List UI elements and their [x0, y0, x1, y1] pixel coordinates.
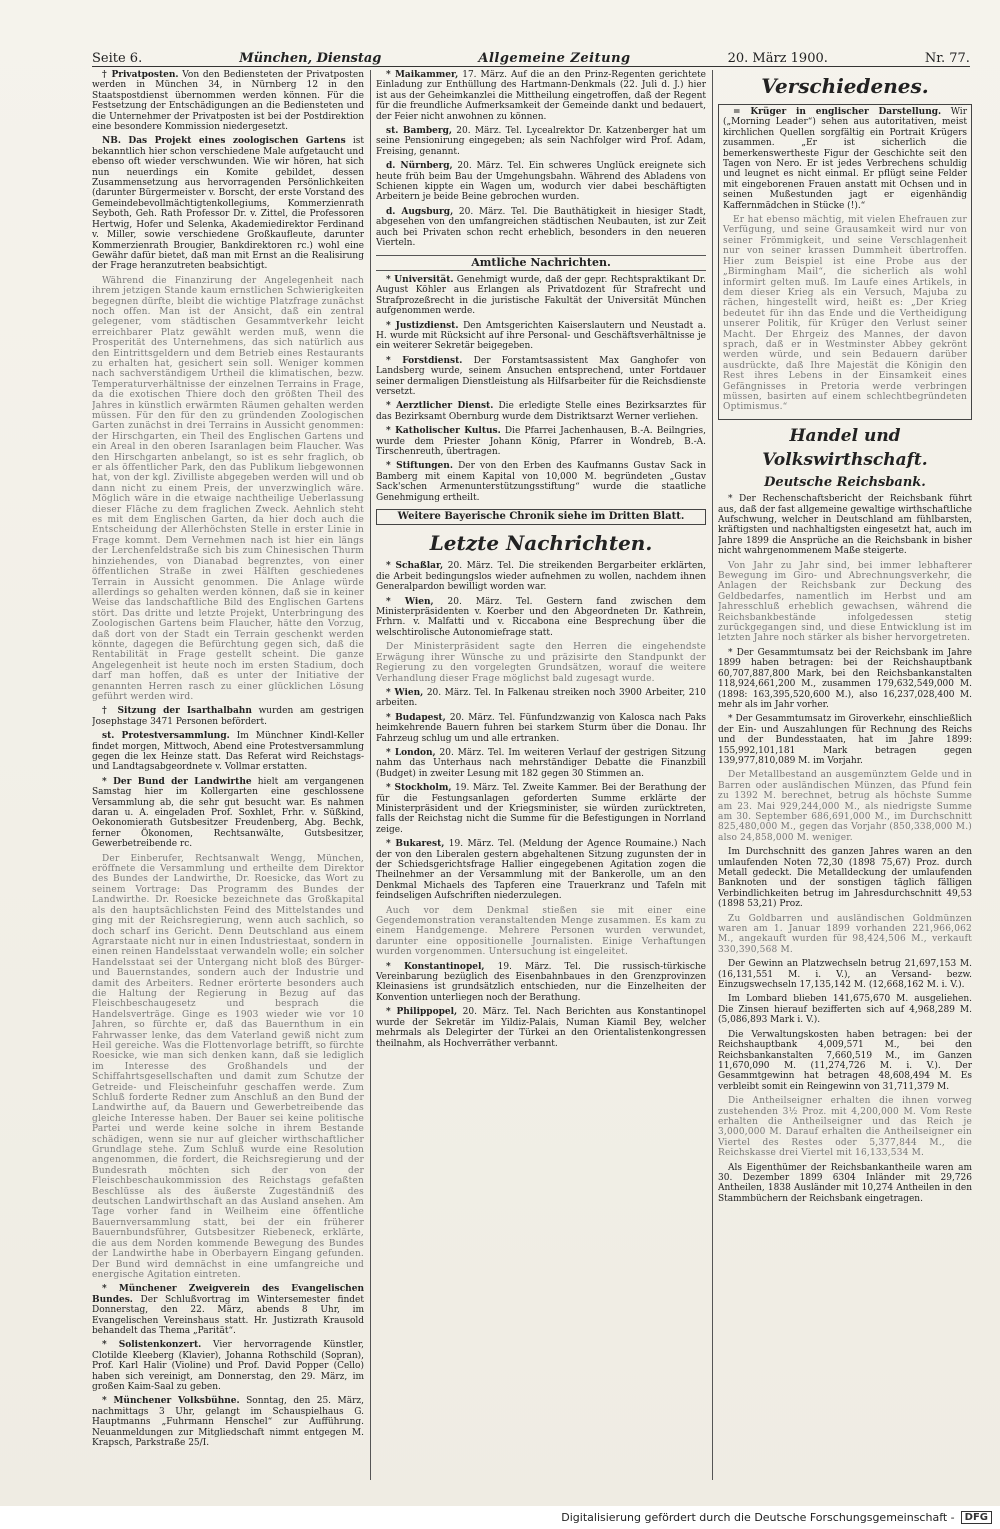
framed-article	[718, 104, 972, 420]
article: Im Durchschnitt des ganzen Jahres waren an den umlaufenden Noten 72,30 (1898 75,67) Proz. durch Metall gedeckt. Die Metalldeckung der umlaufenden Banknoten und der sonstigen täglich fälligen Verbindlichkeiten betrug im Jahresdurchschnitt 49,53 (1898 53,21) Proz.	[718, 847, 972, 910]
article: * Der Gesammtumsatz bei der Reichsbank im Jahre 1899 haben betragen: bei der Reichshauptbank 60,707,887,800 Mark, bei den Reichsbankanstalten 118,924,661,200 M., zusammen 179,632,549,000 M. (1898: 163,395,520,600 M.), also 16,237,028,400 M. mehr als im Jahr vorher.	[718, 647, 972, 710]
column-rule	[370, 70, 371, 1480]
illegible-text: Der Metallbestand an ausgemünztem Gelde und in Barren oder ausländischen Münzen, das Pfund fein zu 1392 M. berechnet, betrug als höchste Summe am 23. Mai 929,244,000 M., als niedrigste Summe am 30. September 686,691,000 M., im Durchschnitt 825,480,000 M., gegen das Vorjahr (850,338,000 M.) also 24,858,000 M. weniger.	[718, 770, 972, 843]
article: * Bukarest, 19. März. Tel. (Meldung der Agence Roumaine.) Nach der von den Liberalen gestern abgehaltenen Sitzung zugunsten der in der Schiedsgerichtsfrage Hallier eingegebenen Agitation zogen die Theilnehmer an der Versammlung mit der Bankerolle, um an den Denkmal Michaels des Tapferen eine Trauerkranz und Tafeln mit feindseligen Aufschriften niederzulegen.	[376, 839, 706, 902]
digitization-footer	[0, 1506, 1000, 1529]
columns	[92, 70, 972, 1480]
section-heading-official: Amtliche Nachrichten.	[376, 255, 706, 271]
column-left	[92, 70, 364, 1480]
article: NB. Das Projekt eines zoologischen Gartens ist bekanntlich hier schon verschiedene Male aufgetaucht und ebenso oft wieder verschwunden. Wie wir hören, hat sich nun neuerdings ein Komite gebildet, dessen Zusammensetzung aus hervorragenden Persönlichkeiten (darunter Bürgermeister v. Borscht, der erste Vorstand des Gemeindebevollmächtigtenkollegiums, Kommerzienrath Seyboth, Geh. Rath Professor Dr. v. Zittel, die Professoren Hertwig, Hofer und Selenka, Akademiedirektor Ferdinand v. Miller, sowie verschiedene Großkaufleute, darunter Kommerzienrath Brougier, Bankdirektoren rc.) wohl eine Gewähr dafür bietet, daß man mit Ernst an die Realisirung der Frage heranzutreten beabsichtigt.	[92, 136, 364, 272]
column-middle	[376, 70, 706, 1480]
illegible-text: Während die Finanzirung der Angelegenheit nach ihrem jetzigen Stande kaum ernstlichen Schwierigkeiten begegnen dürfte, bleibt die wichtige Platzfrage zunächst noch offen. Man ist der Ansicht, daß ein zentral gelegener, vom städtischen Gesammtverkehr leicht erreichbarer Platz gewählt werden muß, wenn die Prosperität des Unternehmens, das sich natürlich aus den Eintrittsgeldern und dem Betrieb eines Restaurants zu erhalten hat, gesichert sein soll. Weniger kommen nach sachverständigem Urtheil die klimatischen, bezw. Temperaturverhältnisse der einzelnen Terrains in Frage, da die exotischen Thiere doch den größten Theil des Jahres in künstlich erwärmten Räumen gehalten werden müssen. Für den für den zu gründenden Zoologischen Garten zunächst in drei Terrains in Aussicht genommen: der Hirschgarten, ein Theil des Englischen Gartens und ein Areal in den oberen Isaranlagen beim Flaucher. Was den Hirschgarten anbelangt, so ist es sehr fraglich, ob er als öffentlicher Park, den das Publikum liebgewonnen hat, von der kgl. Zivilliste abgegeben werden will und ob dann nicht zu einem Preis, der unverzwinglich wäre. Möglich wäre in die etwaige nachtheilige Ueberlassung dieser Fläche zu dem fraglichen Zweck. Aehnlich steht es mit dem Englischen Garten, da hier doch auch die Entscheidung der Allerhöchsten Stelle in erster Linie in Frage kommt. Dem Vernehmen nach ist hier ein längs der Lerchenfeldstraße sich bis zum Chinesischen Thurm hinziehendes, von Dianabad begrenztes, von einer öffentlichen Straße in zwei Hälften geschiedenes Terrain in Aussicht genommen. Die Anlage würde allerdings so gehalten werden können, daß sie in keiner Weise das landschaftliche Bild des Englischen Gartens stört. Das dritte und letzte Projekt, Unterbringung des Zoologischen Gartens beim Flaucher, hätte den Vorzug, daß dort von der Stadt ein Terrain geschenkt werden könnte, dagegen die Befürchtung gegen sich, daß die Rentabilität in Frage gestellt scheint. Die ganze Angelegenheit ist heute noch im ersten Stadium, doch darf man hoffen, daß es unter der Initiative der genannten Herren rasch zu einer glücklichen Lösung geführt werden wird.	[92, 275, 364, 702]
issue-date: 20. März 1900.	[727, 51, 828, 66]
article: * Katholischer Kultus. Die Pfarrei Jachenhausen, B.-A. Beilngries, wurde dem Priester Johann König, Pfarrer in Wondreb, B.-A. Tirschenreuth, übertragen.	[376, 426, 706, 457]
article: * Maikammer, 17. März. Auf die an den Prinz-Regenten gerichtete Einladung zur Enthüllung des Hartmann-Denkmals (22. Juli d. J.) hier ist aus der Geheimkanzlei die Mittheilung eingetroffen, daß der Regent für die freundliche Aufmerksamkeit der Gemeinde dankt und bedauert, der Feier nicht anwohnen zu können.	[376, 70, 706, 122]
funding-credit: Digitalisierung gefördert durch die Deutsche Forschungsgemeinschaft -	[561, 1511, 955, 1524]
article: st. Bamberg, 20. März. Tel. Lycealrektor Dr. Katzenberger hat um seine Pensionirung eingegeben; als sein Nachfolger wird Prof. Adam, Freising, genannt.	[376, 126, 706, 157]
article: † Sitzung der Isarthalbahn wurden am gestrigen Josephstage 3471 Personen befördert.	[92, 706, 364, 727]
illegible-text: Der Ministerpräsident sagte den Herren die eingehendste Erwägung ihrer Wünsche zu und präzisirte den Standpunkt der Regierung zu den vorgelegten Grundsätzen, worauf die weitere Verhandlung dieser Frage möglichst bald zugesagt wurde.	[376, 642, 706, 684]
article: * Der Gesammtumsatz im Giroverkehr, einschließlich der Ein- und Auszahlungen für Rechnung des Reichs und der Bundesstaaten, hat im Jahre 1899: 155,992,101,181 Mark betragen gegen 139,977,810,089 M. im Vorjahr.	[718, 714, 972, 766]
newspaper-title: Allgemeine Zeitung	[478, 51, 631, 66]
article: * Budapest, 20. März. Tel. Fünfundzwanzig von Kalosca nach Paks heimkehrende Bauern fuhren bei starkem Sturm über die Donau. Ihr Fahrzeug schlug um und alle ertranken.	[376, 712, 706, 744]
article: * Wien, 20. März. Tel. In Falkenau streiken noch 3900 Arbeiter, 210 arbeiten.	[376, 687, 706, 709]
article: Der Gewinn an Platzwechseln betrug 21,697,153 M. (16,131,551 M. i. V.), an Versand- bezw. Einzugswechseln 17,135,142 M. (12,668,162 M. i. V.).	[718, 959, 972, 991]
article: * Münchener Volksbühne. Sonntag, den 25. März, nachmittags 3 Uhr, gelangt im Schauspielhaus G. Hauptmanns „Fuhrmann Henschel“ zur Aufführung. Neuanmeldungen zur Mitgliedschaft nimmt entgegen M. Krapsch, Parkstraße 25/I.	[92, 1396, 364, 1448]
article: Als Eigenthümer der Reichsbankantheile waren am 30. Dezember 1899 6304 Inländer mit 29,726 Antheilen, 1838 Ausländer mit 10,274 Antheilen in den Stammbüchern der Reichsbank eingetragen.	[718, 1162, 972, 1204]
place-day: München, Dienstag	[239, 51, 382, 66]
illegible-text: Von Jahr zu Jahr sind, bei immer lebhafterer Bewegung im Giro- und Abrechnungsverkehr, die Anlagen der Reichsbank zur Deckung des Geldbedarfes, namentlich im Herbst und am Jahresschluß erheblich gewachsen, während die Reichsbankbestände infolgedessen stetig zurückgegangen sind, und diese Entwicklung ist im letzten Jahre noch stärker als bisher hervorgetreten.	[718, 560, 972, 644]
article: * Der Bund der Landwirthe hielt am vergangenen Samstag hier im Kollergarten eine geschlossene Versammlung ab, die sehr gut besucht war. Es nahmen daran u. A. eingeladen Prof. Soxhlet, Frhr. v. Süßkind, Oekonomierath Gutsbesitzer Freudenberg, Abg. Bechk, ferner Ökonomen, Rechtsanwälte, Gutsbesitzer, Gewerbetreibende rc.	[92, 776, 364, 850]
column-right	[718, 70, 972, 1480]
illegible-text: Die Antheilseigner erhalten die ihnen vorweg zustehenden 3½ Proz. mit 4,200,000 M. Vom Reste erhalten die Antheilseigner und das Reich je 3,000,000 M. Darauf erhalten die Antheilseigner ein Viertel des Restes oder 5,377,844 M., die Reichskasse drei Viertel mit 16,133,534 M.	[718, 1096, 972, 1159]
cross-reference-note: Weitere Bayerische Chronik siehe im Dritten Blatt.	[376, 509, 706, 525]
article: d. Nürnberg, 20. März. Tel. Ein schweres Unglück ereignete sich heute früh beim Bau der Umgehungsbahn. Während des Abladens von Schienen kippte ein Wagen um, wodurch vier dabei beschäftigten Arbeitern je beide Beine gebrochen wurden.	[376, 161, 706, 203]
illegible-text: Auch vor dem Denkmal stießen sie mit einer eine Gegendemonstration veranstaltenden Menge zusammen. Es kam zu einem Handgemenge. Mehrere Personen wurden verwundet, darunter eine oppositionelle Journalisten. Einige Verhaftungen wurden vorgenommen. Untersuchung ist eingeleitet.	[376, 905, 706, 958]
article: * Aerztlicher Dienst. Die erledigte Stelle eines Bezirksarztes für das Bezirksamt Obernburg wurde dem Distriktsarzt Werner verliehen.	[376, 401, 706, 422]
dfg-logo-icon: DFG	[961, 1511, 992, 1524]
article: = Krüger in englischer Darstellung. Wir („Morning Leader“) sehen aus autoritativen, meist kirchlichen Quellen sorgfältig ein Portrait Krügers zusammen. „Er ist sicherlich die bemerkenswertheste Figur der Geschichte seit den Tagen von Nero. Er ist jedes Verbrechens schuldig und leugnet es nicht einmal. Er pflügt seine Felder mit eingeborenen Frauen anstatt mit Ochsen und in seinen Mußestunden jagt er eigenhändig Kaffernmädchen in Stücke (!).“	[723, 107, 967, 211]
illegible-text: Zu Goldbarren und ausländischen Goldmünzen waren am 1. Januar 1899 vorhanden 221,966,062 M., angekauft wurden für 98,424,506 M., verkauft 330,390,568 M.	[718, 913, 972, 955]
running-header	[92, 44, 970, 67]
article: st. Protestversammlung. Im Münchner Kindl-Keller findet morgen, Mittwoch, Abend eine Protestversammlung gegen die lex Heinze statt. Das Referat wird Reichstags- und Landtagsabgeordnete v. Vollmar erstatten.	[92, 731, 364, 773]
page-number: Seite 6.	[92, 51, 143, 66]
article: Im Lombard blieben 141,675,670 M. ausgeliehen. Die Zinsen hierauf bezifferten sich auf 4,968,289 M. (5,086,893 Mark i. V.).	[718, 994, 972, 1026]
article: * Philippopel, 20. März. Tel. Nach Berichten aus Konstantinopel wurde der Sekretär im Yildiz-Palais, Numan Kiamil Bey, welcher mehrmals als Delegirter der Türkei an den Orientalistenkongressen theilnahm, als Hochverräther verbannt.	[376, 1007, 706, 1049]
article: * Solistenkonzert. Vier hervorragende Künstler, Clotilde Kleeberg (Klavier), Johanna Rothschild (Sopran), Prof. Karl Halir (Violine) und Prof. David Popper (Cello) haben sich vereinigt, am Donnerstag, den 29. März, im großen Kaim-Saal zu geben.	[92, 1340, 364, 1392]
article: * Wien, 20. März. Tel. Gestern fand zwischen dem Ministerpräsidenten v. Koerber und den Abgeordneten Dr. Kathrein, Frhrn. v. Malfatti und v. Riccabona eine Besprechung über die welschtirolische Autonomiefrage statt.	[376, 596, 706, 638]
article: † Privatposten. Von den Bediensteten der Privatposten werden in München 34, in Nürnberg 12 in den Staatspostdienst übernommen werden können. Für die Festsetzung der Entschädigungen an die Bediensteten und die Unternehmer der Privatposten ist bei der Postdirektion eine besondere Kommission niedergesetzt.	[92, 70, 364, 133]
article: d. Augsburg, 20. März. Tel. Die Bauthätigkeit in hiesiger Stadt, abgesehen von den umfangreichen städtischen Neubauten, ist zur Zeit auch bei Privaten schon recht erheblich, besonders in den neueren Vierteln.	[376, 206, 706, 249]
article: * Stockholm, 19. März. Tel. Zweite Kammer. Bei der Berathung der für die Festungsanlagen geforderten Summe erklärte der Ministerpräsident und der Kriegsminister, sie würden zurücktreten, falls der Reichstag nicht die Summe für die Befestigungen in Norrland zeige.	[376, 783, 706, 835]
article: * Der Rechenschaftsbericht der Reichsbank führt aus, daß der fast allgemeine gewaltige wirthschaftliche Aufschwung, welcher in Deutschland am fühlbarsten, kräftigsten und nachhaltigsten eingesetzt hat, auch im Jahre 1899 die Ansprüche an die Reichsbank in bisher nicht wahrgenommenem Maße steigerte.	[718, 494, 972, 557]
article: * Forstdienst. Der Forstamtsassistent Max Ganghofer von Landsberg wurde, seinem Ansuchen entsprechend, unter Fortdauer seiner dermaligen Dienstleistung als Hilfsarbeiter für die Reichsdienste versetzt.	[376, 355, 706, 397]
article: * Justizdienst. Den Amtsgerichten Kaiserslautern und Neustadt a. H. wurde mit Rücksicht auf ihre Personal- und Geschäftsverhältnisse je ein weiterer Sekretär beigegeben.	[376, 320, 706, 352]
subsection-heading-bank: Deutsche Reichsbank.	[764, 474, 926, 490]
section-heading-latest: Letzte Nachrichten.	[429, 531, 653, 556]
article: * Universität. Genehmigt wurde, daß der gepr. Rechtspraktikant Dr. August Köhler aus Erlangen als Privatdozent für Strafrecht und Strafprozeßrecht in die juristische Fakultät der Universität München aufgenommen werde.	[376, 274, 706, 317]
section-heading-trade: Handel und Volkswirthschaft.	[762, 425, 928, 470]
article: * London, 20. März. Tel. Im weiteren Verlauf der gestrigen Sitzung nahm das Unterhaus nach mehrständiger Debatte die Finanzbill (Budget) in zweiter Lesung mit 182 gegen 30 Stimmen an.	[376, 747, 706, 779]
article: Die Verwaltungskosten haben betragen: bei der Reichshauptbank 4,009,571 M., bei den Reichsbankanstalten 7,660,519 M., im Ganzen 11,670,090 M. (11,274,726 M. i. V.). Der Gesammtgewinn hat betragen 48,608,494 M. Es verbleibt somit ein Reingewinn von 31,711,379 M.	[718, 1029, 972, 1092]
article: * Konstantinopel, 19. März. Tel. Die russisch-türkische Vereinbarung bezüglich des Eisenbahnbaues in den Grenzprovinzen Kleinasiens ist grundsätzlich entschieden, nur die Einzelheiten der Konvention unterliegen noch der Berathung.	[376, 961, 706, 1003]
article: * Münchener Zweigverein des Evangelischen Bundes. Der Schlußvortrag im Wintersemester findet Donnerstag, den 22. März, abends 8 Uhr, im Evangelischen Vereinshaus statt. Hr. Justizrath Krausold behandelt das Thema „Parität“.	[92, 1284, 364, 1336]
article: * Schaßlar, 20. März. Tel. Die streikenden Bergarbeiter erklärten, die Arbeit bedingungslos wieder aufnehmen zu wollen, nachdem ihnen Generalpardon bewilligt worden war.	[376, 561, 706, 593]
article: * Stiftungen. Der von den Erben des Kaufmanns Gustav Sack in Bamberg mit einem Kapital von 10,000 M. begründeten „Gustav Sack'schen Armenunterstützungsstiftung“ wurde die staatliche Genehmigung ertheilt.	[376, 461, 706, 503]
illegible-text: Der Einberufer, Rechtsanwalt Wengg, München, eröffnete die Versammlung und ertheilte dem Direktor des Bundes der Landwirthe, Dr. Roesicke, das Wort zu seinem Vortrage: Das Programm des Bundes der Landwirthe. Dr. Roesicke bezeichnete das Großkapital als den hauptsächlichsten Feind des Mittelstandes und ging mit der Reichsregierung, wenn auch sachlich, so doch scharf ins Gericht. Denn Deutschland aus einem Agrarstaate nicht nur in einen Industriestaat, sondern in einen reinen Handelsstaat verwandeln wolle; ein solcher Handelsstaat sei der Untergang nicht bloß des Bürger- und Bauernstandes, sondern auch der Industrie und damit des Arbeiters. Redner erörterte besonders auch die Haltung der Regierung in Bezug auf das Fleischbeschaugesetz und besprach die Handelsverträge. Ginge es 1903 wieder wie vor 10 Jahren, so fürchte er, daß das Bauernthum in ein Fahrwasser lenke, das dem Vaterland gewiß nicht zum Heil gereiche. Was die Flottenvorlage betrifft, so fürchte Roesicke, wie man sich denken kann, daß sie lediglich im Interesse des Großhandels und der Schiffahrtsgesellschaften und damit zum Schutze der Getreide- und Fleischeinfuhr geschaffen werde. Zum Schluß forderte Redner zum Anschluß an den Bund der Landwirthe auf, da Bauern und Gewerbetreibende das gleiche Interesse haben. Der Bauer sei keine politische Partei und werde keine solche in ihrem Bestande schädigen, wenn sie nur auf gleicher wirthschaftlicher Grundlage stehe. Zum Schluß wurde eine Resolution angenommen, die fordert, die Reichsregierung und der Bundesrath möchten sich der von der Fleischbeschaukommission des Reichstags gefaßten Beschlüsse als des äußerste Zugeständniß des deutschen Landwirthschaft an das Ausland ansehen. Am Tage vorher fand in Weilheim eine öffentliche Bauernversammlung statt, bei der ein früherer Bauernbundsführer, Gutsbesitzer Riebeneck, erklärte, die aus dem Norden kommende Bewegung des Bundes der Landwirthe habe in Oberbayern Eingang gefunden. Der Bund wird demnächst in eine umfangreiche und energische Agitation eintreten.	[92, 853, 364, 1280]
column-rule	[712, 70, 713, 1480]
issue-number: Nr. 77.	[924, 51, 970, 66]
illegible-text: Er hat ebenso mächtig, mit vielen Ehefrauen zur Verfügung, und seine Grausamkeit wird nur von seiner Frömmigkeit, und seine Verschlagenheit nur von seiner krassen Dummheit übertroffen. Hier zum Beispiel ist eine Probe aus der „Birmingham Mail“, die sicherlich als wohl informirt gelten muß. Im Laufe eines Artikels, in dem dieser Krieg als ein Versuch, Majuba zu rächen, hingestellt wird, heißt es: „Der Krieg bedeutet für ihn das Ende und die Vertheidigung unserer Politik, für Krüger den Verlust seiner Macht. Der Ehrgeiz des Mannes, der davon sprach, daß er in Westminster Abbey gekrönt werden würde, und sein Bedauern darüber ausdrückte, daß Ihre Majestät die Königin den Rest ihres Lebens in der Einsamkeit eines Gefängnisses in Pretoria werde verbringen müssen, basirten auf einem schlechtbegründeten Optimismus.“	[723, 215, 967, 413]
section-heading-misc: Verschiedenes.	[761, 74, 929, 98]
